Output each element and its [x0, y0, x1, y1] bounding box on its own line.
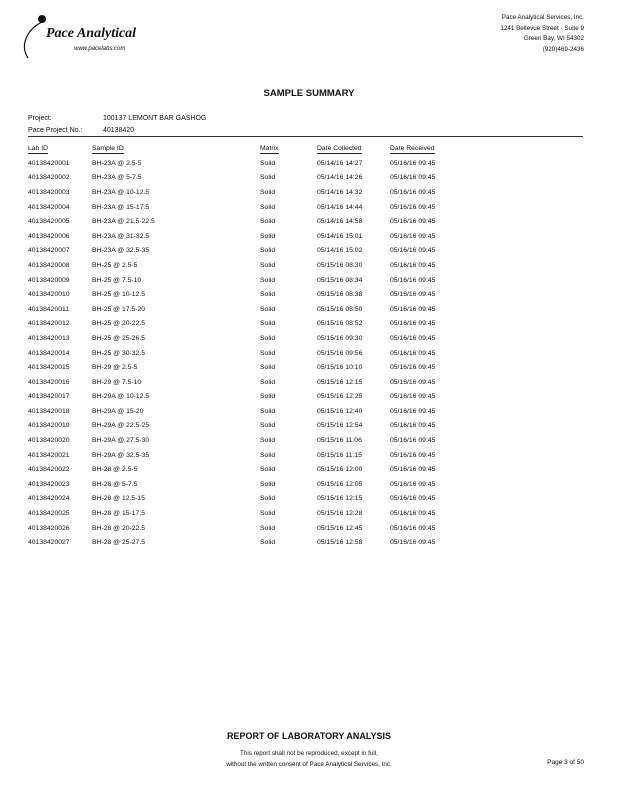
cell-date-collected: 05/15/16 12:15	[317, 378, 363, 386]
cell-date-collected: 05/14/16 14:26	[317, 174, 363, 182]
cell-matrix: Solid	[260, 291, 276, 299]
cell-matrix: Solid	[260, 349, 276, 357]
cell-date-received: 05/16/16 09:45	[390, 364, 436, 372]
table-row	[28, 404, 470, 419]
cell-date-received: 05/16/16 09:45	[390, 378, 436, 386]
cell-sample-id: BH-29A @ 22.5-25	[92, 422, 150, 430]
cell-lab-id: 40138420023	[28, 480, 70, 488]
column-header-date-collected: Date Collected	[317, 144, 362, 152]
cell-date-received: 05/16/16 09:45	[390, 451, 436, 459]
company-address	[500, 13, 584, 55]
cell-date-collected: 05/15/16 08:52	[317, 320, 363, 328]
cell-sample-id: BH-28 @ 20-22.5	[92, 524, 145, 532]
cell-sample-id: BH-23A @ 21.5-22.5	[92, 218, 155, 226]
cell-date-collected: 05/15/16 08:30	[317, 261, 363, 269]
cell-date-collected: 05/15/16 08:50	[317, 305, 363, 313]
cell-sample-id: BH-25 @ 17.5-20	[92, 305, 145, 313]
sample-table	[28, 142, 470, 550]
cell-date-collected: 05/15/16 12:54	[317, 422, 363, 430]
cell-lab-id: 40138420008	[28, 261, 70, 269]
cell-date-collected: 05/15/16 12:40	[317, 407, 363, 415]
cell-date-collected: 05/15/16 11:06	[317, 437, 362, 445]
cell-sample-id: BH-29A @ 15-20	[92, 407, 144, 415]
cell-matrix: Solid	[260, 378, 276, 386]
company-line: 1241 Bellevue Street - Suite 9	[500, 24, 584, 32]
cell-matrix: Solid	[260, 305, 276, 313]
cell-lab-id: 40138420022	[28, 466, 70, 474]
cell-lab-id: 40138420018	[28, 407, 70, 415]
cell-date-collected: 05/15/16 12:58	[317, 539, 363, 547]
cell-matrix: Solid	[260, 320, 276, 328]
cell-date-collected: 05/15/16 10:10	[317, 364, 363, 372]
cell-date-collected: 05/14/16 14:58	[317, 218, 363, 226]
cell-date-received: 05/16/16 09:45	[390, 480, 436, 488]
table-row	[28, 419, 470, 434]
cell-lab-id: 40138420016	[28, 378, 70, 386]
table-row	[28, 521, 470, 536]
cell-sample-id: BH-25 @ 20-22.5	[92, 320, 145, 328]
cell-lab-id: 40138420002	[28, 174, 70, 182]
cell-sample-id: BH-29A @ 10-12.5	[92, 393, 150, 401]
cell-matrix: Solid	[260, 334, 276, 342]
cell-sample-id: BH-29A @ 27.5-30	[92, 437, 150, 445]
cell-date-received: 05/16/16 09:45	[390, 407, 436, 415]
cell-date-collected: 05/14/16 14:44	[317, 203, 363, 211]
cell-sample-id: BH-23A @ 5-7.5	[92, 174, 142, 182]
cell-sample-id: BH-25 @ 2.5-5	[92, 261, 138, 269]
cell-date-received: 05/16/16 09:45	[390, 320, 436, 328]
company-line: Green Bay, WI 54302	[523, 35, 584, 42]
report-footer-title: REPORT OF LABORATORY ANALYSIS	[226, 731, 392, 741]
cell-date-received: 05/16/16 09:45	[390, 539, 436, 547]
cell-matrix: Solid	[260, 159, 276, 167]
cell-lab-id: 40138420006	[28, 232, 70, 240]
footer-note-line: This report shall not be reproduced, except in full,	[240, 750, 378, 757]
cell-matrix: Solid	[260, 393, 276, 401]
table-row	[28, 273, 470, 288]
cell-date-collected: 05/14/16 14:27	[317, 159, 363, 167]
cell-matrix: Solid	[260, 407, 276, 415]
cell-date-received: 05/16/16 09:45	[390, 422, 436, 430]
column-header-sample-id: Sample ID	[92, 144, 124, 152]
table-row	[28, 390, 470, 405]
cell-matrix: Solid	[260, 539, 276, 547]
company-logo	[16, 12, 136, 62]
cell-sample-id: BH-23A @ 2.5-5	[92, 159, 142, 167]
cell-lab-id: 40138420026	[28, 524, 70, 532]
cell-date-collected: 05/15/16 08:34	[317, 276, 363, 284]
page-number: Page 3 of 50	[547, 759, 584, 766]
cell-date-collected: 05/15/16 12:05	[317, 480, 363, 488]
cell-sample-id: BH-29 @ 2.5-5	[92, 364, 138, 372]
table-row	[28, 287, 470, 302]
cell-date-received: 05/16/16 09:45	[390, 291, 436, 299]
cell-date-received: 05/16/16 09:45	[390, 203, 436, 211]
cell-date-received: 05/16/16 09:45	[390, 349, 436, 357]
cell-matrix: Solid	[260, 451, 276, 459]
cell-date-received: 05/16/16 09:45	[390, 276, 436, 284]
column-header-matrix: Matrix	[260, 144, 279, 152]
cell-matrix: Solid	[260, 261, 276, 269]
cell-lab-id: 40138420001	[28, 159, 70, 167]
cell-lab-id: 40138420024	[28, 495, 70, 503]
project-info	[28, 113, 206, 137]
page-title: SAMPLE SUMMARY	[263, 88, 355, 99]
pace-project-value: 40138420	[103, 127, 135, 134]
cell-sample-id: BH-28 @ 2.5-5	[92, 466, 138, 474]
cell-sample-id: BH-23A @ 31-32.5	[92, 232, 150, 240]
cell-date-collected: 05/15/16 12:45	[317, 524, 363, 532]
project-label: Project:	[28, 115, 52, 122]
cell-date-collected: 05/15/16 11:15	[317, 451, 362, 459]
table-row	[28, 360, 470, 375]
cell-sample-id: BH-28 @ 12.5-15	[92, 495, 145, 503]
table-row	[28, 200, 470, 215]
cell-date-collected: 05/14/16 15:01	[317, 232, 363, 240]
cell-matrix: Solid	[260, 364, 276, 372]
cell-date-collected: 05/15/16 09:56	[317, 349, 363, 357]
table-row	[28, 156, 470, 171]
cell-lab-id: 40138420004	[28, 203, 70, 211]
footer-note-line: without the written consent of Pace Analytical Services, Inc.	[226, 761, 392, 768]
table-row	[28, 258, 470, 273]
cell-sample-id: BH-29 @ 7.5-10	[92, 378, 142, 386]
report-footer-note	[0, 748, 618, 770]
cell-matrix: Solid	[260, 218, 276, 226]
cell-lab-id: 40138420009	[28, 276, 70, 284]
table-row	[28, 346, 470, 361]
cell-date-collected: 05/15/16 12:28	[317, 510, 363, 518]
cell-lab-id: 40138420010	[28, 291, 70, 299]
cell-lab-id: 40138420021	[28, 451, 70, 459]
cell-lab-id: 40138420014	[28, 349, 70, 357]
cell-matrix: Solid	[260, 437, 276, 445]
cell-date-received: 05/16/16 09:45	[390, 232, 436, 240]
cell-date-received: 05/16/16 09:45	[390, 261, 436, 269]
table-row	[28, 229, 470, 244]
cell-matrix: Solid	[260, 203, 276, 211]
table-row	[28, 477, 470, 492]
cell-lab-id: 40138420025	[28, 510, 70, 518]
cell-matrix: Solid	[260, 466, 276, 474]
project-value: 100137 LEMONT BAR GASHOG	[103, 115, 207, 122]
table-row	[28, 317, 470, 332]
cell-lab-id: 40138420011	[28, 305, 70, 313]
table-row	[28, 492, 470, 507]
table-row	[28, 448, 470, 463]
column-header-date-received: Date Received	[390, 144, 435, 152]
cell-date-received: 05/16/16 09:45	[390, 334, 436, 342]
cell-date-received: 05/16/16 09:45	[390, 437, 436, 445]
cell-matrix: Solid	[260, 495, 276, 503]
cell-sample-id: BH-25 @ 7.5-10	[92, 276, 142, 284]
company-line: (920)469-2436	[542, 45, 584, 53]
cell-matrix: Solid	[260, 510, 276, 518]
cell-date-received: 05/16/16 09:45	[390, 218, 436, 226]
cell-lab-id: 40138420019	[28, 422, 70, 430]
cell-matrix: Solid	[260, 422, 276, 430]
table-row	[28, 185, 470, 200]
cell-lab-id: 40138420027	[28, 539, 70, 547]
cell-matrix: Solid	[260, 247, 276, 255]
cell-lab-id: 40138420007	[28, 247, 70, 255]
table-row	[28, 535, 470, 550]
table-row	[28, 433, 470, 448]
table-row	[28, 171, 470, 186]
table-row	[28, 506, 470, 521]
table-row	[28, 331, 470, 346]
cell-lab-id: 40138420020	[28, 437, 70, 445]
cell-date-received: 05/16/16 09:45	[390, 247, 436, 255]
cell-date-collected: 05/15/16 09:30	[317, 334, 363, 342]
cell-lab-id: 40138420012	[28, 320, 70, 328]
cell-lab-id: 40138420017	[28, 393, 70, 401]
cell-date-received: 05/16/16 09:45	[390, 495, 436, 503]
table-header-row	[28, 142, 470, 156]
cell-sample-id: BH-25 @ 10-12.5	[92, 291, 145, 299]
cell-lab-id: 40138420005	[28, 218, 70, 226]
table-row	[28, 462, 470, 477]
cell-matrix: Solid	[260, 276, 276, 284]
company-line: Pace Analytical Services, Inc.	[501, 14, 584, 21]
cell-sample-id: BH-28 @ 15-17.5	[92, 510, 145, 518]
cell-date-received: 05/16/16 09:45	[390, 159, 436, 167]
table-row	[28, 375, 470, 390]
cell-date-received: 05/16/16 09:45	[390, 393, 436, 401]
header-divider	[28, 136, 583, 137]
cell-date-received: 05/16/16 09:45	[390, 188, 436, 196]
cell-date-collected: 05/15/16 12:15	[317, 495, 363, 503]
table-row	[28, 244, 470, 259]
pace-project-label: Pace Project No.:	[28, 127, 83, 134]
cell-date-collected: 05/14/16 14:32	[317, 188, 363, 196]
cell-date-received: 05/16/16 09:45	[390, 466, 436, 474]
cell-sample-id: BH-25 @ 25-26.5	[92, 334, 145, 342]
cell-lab-id: 40138420013	[28, 334, 70, 342]
cell-lab-id: 40138420015	[28, 364, 70, 372]
cell-sample-id: BH-28 @ 5-7.5	[92, 480, 138, 488]
cell-date-received: 05/16/16 09:45	[390, 510, 436, 518]
logo-website: www.pacelabs.com	[74, 46, 126, 52]
cell-sample-id: BH-28 @ 25-27.5	[92, 539, 145, 547]
cell-sample-id: BH-23A @ 15-17.5	[92, 203, 150, 211]
cell-sample-id: BH-23A @ 32.5-35	[92, 247, 150, 255]
table-row	[28, 214, 470, 229]
cell-sample-id: BH-29A @ 32.5-35	[92, 451, 150, 459]
cell-matrix: Solid	[260, 174, 276, 182]
cell-lab-id: 40138420003	[28, 188, 70, 196]
cell-matrix: Solid	[260, 188, 276, 196]
cell-matrix: Solid	[260, 480, 276, 488]
cell-sample-id: BH-23A @ 10-12.5	[92, 188, 150, 196]
column-header-lab-id: Lab ID	[28, 144, 49, 152]
cell-date-received: 05/16/16 09:45	[390, 524, 436, 532]
cell-date-collected: 05/15/16 12:25	[317, 393, 363, 401]
cell-matrix: Solid	[260, 232, 276, 240]
cell-date-collected: 05/15/16 12:00	[317, 466, 363, 474]
cell-date-collected: 05/15/16 08:38	[317, 291, 363, 299]
logo-text: Pace Analytical	[46, 26, 137, 41]
table-row	[28, 302, 470, 317]
cell-date-received: 05/16/16 09:45	[390, 174, 436, 182]
cell-sample-id: BH-25 @ 30-32.5	[92, 349, 145, 357]
cell-matrix: Solid	[260, 524, 276, 532]
cell-date-collected: 05/14/16 15:02	[317, 247, 363, 255]
cell-date-received: 05/16/16 09:45	[390, 305, 436, 313]
